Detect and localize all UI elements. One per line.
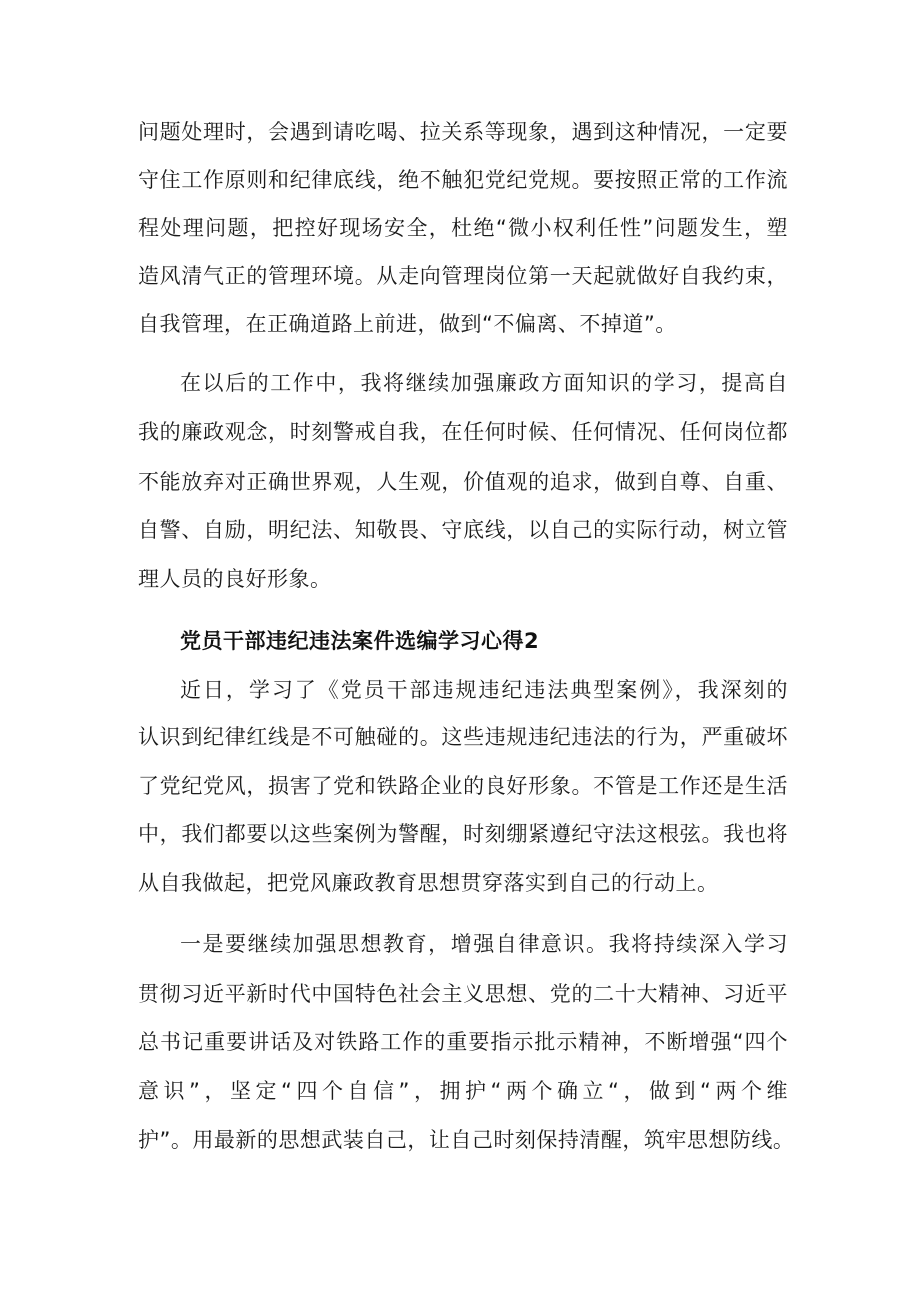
paragraph-1-line-2: 守住工作原则和纪律底线，绝不触犯党纪党规。要按照正常的工作流 <box>138 168 788 192</box>
paragraph-4-line-2: 贯彻习近平新时代中国特色社会主义思想、党的二十大精神、习近平 <box>138 982 788 1006</box>
paragraph-1-line-3: 程处理问题，把控好现场安全，杜绝“微小权利任性”问题发生，塑 <box>138 216 788 240</box>
section-heading: 党员干部违纪违法案件选编学习心得2 <box>180 629 540 653</box>
paragraph-3-line-4: 中，我们都要以这些案例为警醒，时刻绷紧遵纪守法这根弦。我也将 <box>138 822 788 846</box>
paragraph-2-line-3: 不能放弃对正确世界观，人生观，价值观的追求，做到自尊、自重、 <box>138 470 788 494</box>
paragraph-3-line-3: 了党纪党风，损害了党和铁路企业的良好形象。不管是工作还是生活 <box>138 774 788 798</box>
paragraph-4-line-3: 总书记重要讲话及对铁路工作的重要指示批示精神，不断增强“四个 <box>138 1030 788 1054</box>
paragraph-1-line-4: 造风清气正的管理环境。从走向管理岗位第一天起就做好自我约束， <box>138 264 788 288</box>
paragraph-2-line-1: 在以后的工作中，我将继续加强廉政方面知识的学习，提高自 <box>180 371 788 395</box>
paragraph-4-line-5: 护”。用最新的思想武装自己，让自己时刻保持清醒，筑牢思想防线。 <box>138 1128 795 1152</box>
paragraph-3-line-2: 认识到纪律红线是不可触碰的。这些违规违纪违法的行为，严重破坏 <box>138 725 788 749</box>
paragraph-4-line-1: 一是要继续加强思想教育，增强自律意识。我将持续深入学习 <box>180 932 788 956</box>
paragraph-4-line-4: 意识”，坚定“四个自信”，拥护“两个确立“，做到“两个维 <box>138 1079 788 1103</box>
paragraph-2-line-2: 我的廉政观念，时刻警戒自我，在任何时候、任何情况、任何岗位都 <box>138 420 788 444</box>
paragraph-2-line-4: 自警、自励，明纪法、知敬畏、守底线，以自己的实际行动，树立管 <box>138 518 788 542</box>
paragraph-1-line-5: 自我管理，在正确道路上前进，做到“不偏离、不掉道”。 <box>138 312 677 336</box>
paragraph-3-line-5: 从自我做起，把党风廉政教育思想贯穿落实到自己的行动上。 <box>138 871 719 895</box>
paragraph-3-line-1: 近日，学习了《党员干部违规违纪违法典型案例》，我深刻的 <box>180 678 788 702</box>
paragraph-2-line-5: 理人员的良好形象。 <box>138 567 332 591</box>
paragraph-1-line-1: 问题处理时，会遇到请吃喝、拉关系等现象，遇到这种情况，一定要 <box>138 120 788 144</box>
